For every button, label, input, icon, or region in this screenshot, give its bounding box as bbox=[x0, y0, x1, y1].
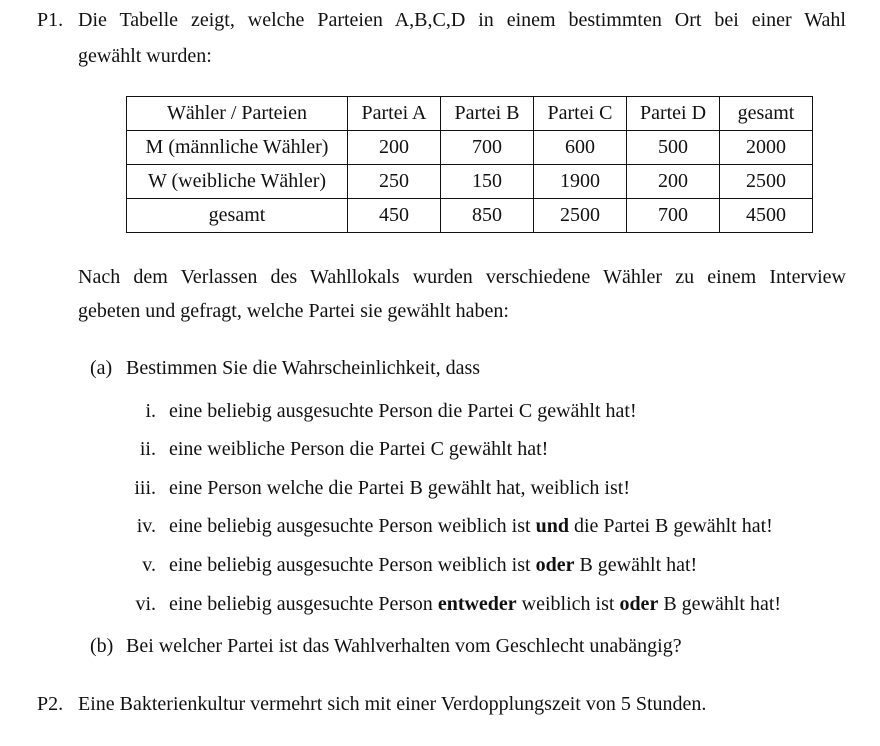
voting-table bbox=[126, 96, 813, 233]
table-row bbox=[127, 199, 813, 233]
item-label: ii. bbox=[139, 438, 156, 460]
item-text-part: weiblich ist bbox=[516, 593, 620, 615]
table-cell: 150 bbox=[441, 165, 534, 199]
table-header-cell: Partei D bbox=[627, 97, 720, 131]
subtask-a-label: (a) bbox=[90, 357, 113, 379]
table-cell: 700 bbox=[441, 131, 534, 165]
emphasis-oder: oder bbox=[619, 593, 659, 615]
p1-intro-line2: gewählt wurden: bbox=[78, 45, 212, 67]
table-cell: W (weibliche Wähler) bbox=[127, 165, 348, 199]
list-item bbox=[110, 476, 630, 500]
p1-para-line1: Nach dem Verlassen des Wahllokals wurden verschiedene Wähler zu einem Interview bbox=[78, 266, 846, 288]
emphasis-oder: oder bbox=[535, 554, 575, 576]
table-header-cell: Wähler / Parteien bbox=[127, 97, 348, 131]
item-text-part: B gewählt hat! bbox=[658, 593, 782, 615]
item-text: eine Person welche die Partei B gewählt hat, weiblich ist! bbox=[169, 477, 630, 499]
table-cell: 500 bbox=[627, 131, 720, 165]
table-cell: 4500 bbox=[720, 199, 813, 233]
p2-text: Eine Bakterienkultur vermehrt sich mit einer Verdopplungszeit von 5 Stunden. bbox=[78, 693, 707, 715]
item-label: v. bbox=[142, 554, 156, 576]
table-header-cell: Partei C bbox=[534, 97, 627, 131]
table-cell: 850 bbox=[441, 199, 534, 233]
subtask-b-label: (b) bbox=[90, 635, 114, 657]
table-row bbox=[127, 131, 813, 165]
table-header-row bbox=[127, 97, 813, 131]
table-cell: 700 bbox=[627, 199, 720, 233]
list-item bbox=[110, 553, 697, 577]
table-cell: 200 bbox=[627, 165, 720, 199]
emphasis-und: und bbox=[535, 515, 569, 537]
item-text-part: die Partei B gewählt hat! bbox=[568, 515, 773, 537]
list-item bbox=[110, 514, 773, 538]
list-item bbox=[110, 399, 637, 423]
table-cell: M (männliche Wähler) bbox=[127, 131, 348, 165]
table-cell: 2500 bbox=[534, 199, 627, 233]
table-cell: 2000 bbox=[720, 131, 813, 165]
item-text-part: eine beliebig ausgesuchte Person weiblich ist bbox=[169, 554, 536, 576]
table-cell: 450 bbox=[348, 199, 441, 233]
list-item bbox=[110, 592, 781, 616]
table-cell: 1900 bbox=[534, 165, 627, 199]
table-row bbox=[127, 165, 813, 199]
item-label: iv. bbox=[136, 515, 156, 537]
table-cell: 2500 bbox=[720, 165, 813, 199]
list-item bbox=[110, 437, 548, 461]
table-cell: 600 bbox=[534, 131, 627, 165]
subtask-b-text: Bei welcher Partei ist das Wahlverhalten vom Geschlecht unabängig? bbox=[126, 635, 682, 657]
item-label: iii. bbox=[134, 477, 156, 499]
emphasis-entweder: entweder bbox=[437, 593, 517, 615]
p1-intro-line1: Die Tabelle zeigt, welche Parteien A,B,C,D in einem bestimmten Ort bei einer Wahl bbox=[78, 9, 846, 31]
item-text-part: B gewählt hat! bbox=[574, 554, 698, 576]
table-header-cell: Partei B bbox=[441, 97, 534, 131]
problem-number-p2: P2. bbox=[37, 693, 64, 715]
table-header-cell: Partei A bbox=[348, 97, 441, 131]
table-cell: 250 bbox=[348, 165, 441, 199]
item-text-part: eine beliebig ausgesuchte Person bbox=[169, 593, 438, 615]
subtask-a-text: Bestimmen Sie die Wahrscheinlichkeit, dass bbox=[126, 357, 481, 379]
item-text: eine weibliche Person die Partei C gewählt hat! bbox=[169, 438, 549, 460]
item-text: eine beliebig ausgesuchte Person die Partei C gewählt hat! bbox=[169, 400, 637, 422]
problem-number-p1: P1. bbox=[37, 9, 64, 31]
item-text-part: eine beliebig ausgesuchte Person weiblich ist bbox=[169, 515, 536, 537]
p1-para-line2: gebeten und gefragt, welche Partei sie gewählt haben: bbox=[78, 300, 509, 322]
table-cell: gesamt bbox=[127, 199, 348, 233]
table-cell: 200 bbox=[348, 131, 441, 165]
item-label: i. bbox=[145, 400, 156, 422]
table-header-cell: gesamt bbox=[720, 97, 813, 131]
item-label: vi. bbox=[135, 593, 156, 615]
